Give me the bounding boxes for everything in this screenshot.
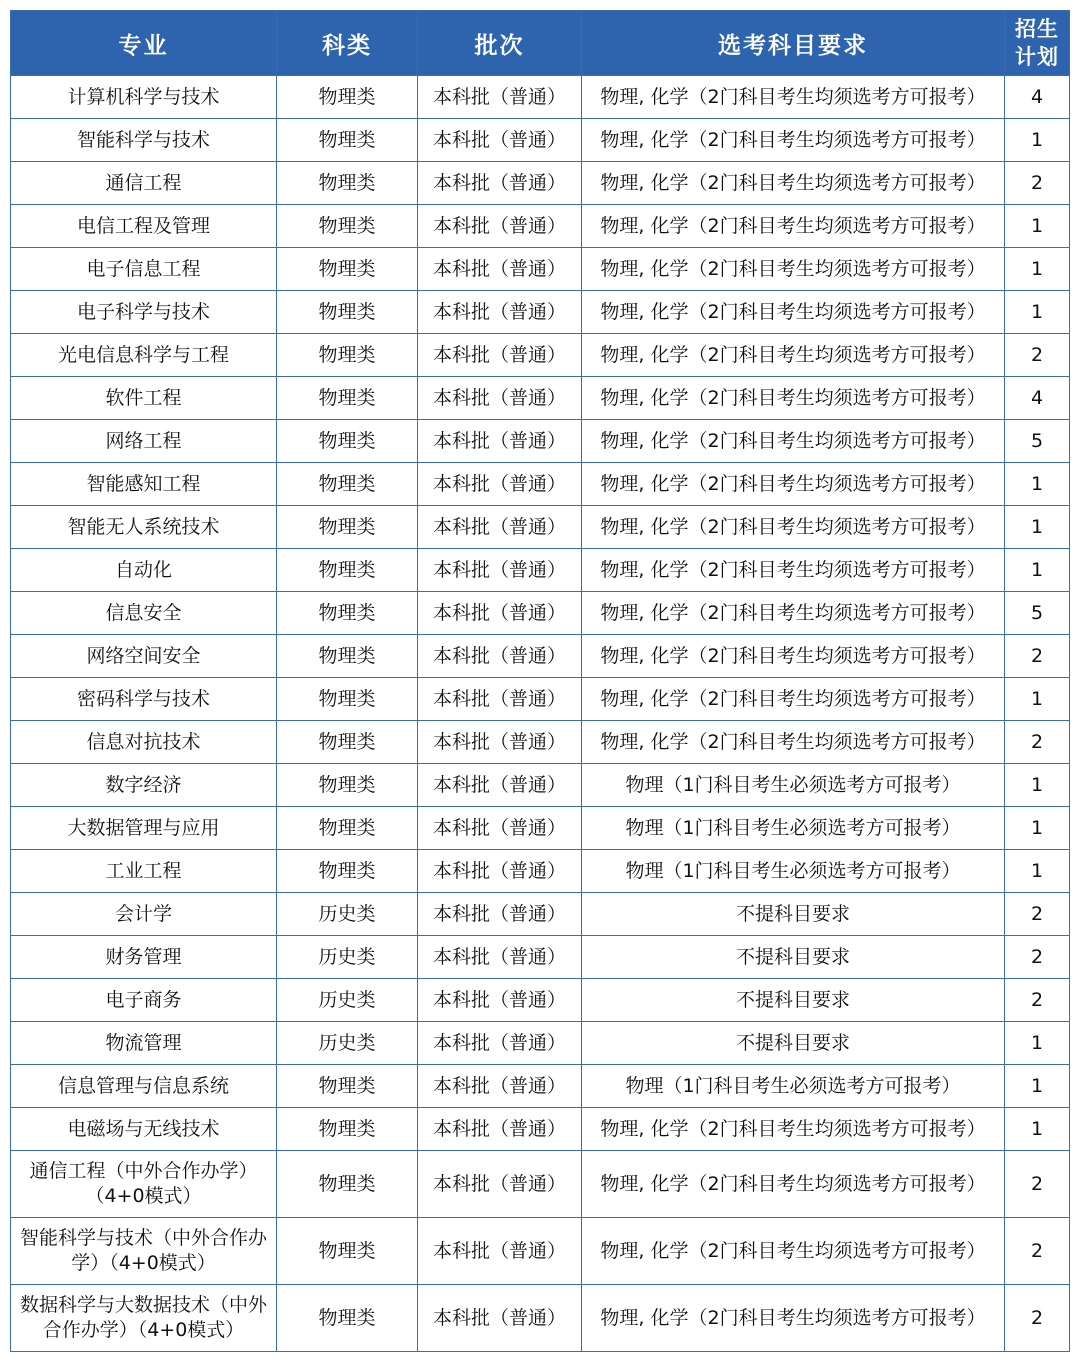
cell-category: 物理类 <box>277 420 418 463</box>
cell-subjects: 物理, 化学（2门科目考生均须选考方可报考） <box>582 592 1005 635</box>
cell-category: 物理类 <box>277 1218 418 1285</box>
cell-subjects: 物理, 化学（2门科目考生均须选考方可报考） <box>582 248 1005 291</box>
cell-batch: 本科批（普通） <box>418 334 582 377</box>
cell-major: 数字经济 <box>11 764 277 807</box>
cell-subjects: 物理, 化学（2门科目考生均须选考方可报考） <box>582 119 1005 162</box>
cell-major: 大数据管理与应用 <box>11 807 277 850</box>
cell-batch: 本科批（普通） <box>418 721 582 764</box>
cell-batch: 本科批（普通） <box>418 1218 582 1285</box>
cell-batch: 本科批（普通） <box>418 549 582 592</box>
cell-major: 自动化 <box>11 549 277 592</box>
cell-plan: 1 <box>1005 850 1070 893</box>
cell-category: 物理类 <box>277 506 418 549</box>
cell-plan: 2 <box>1005 893 1070 936</box>
cell-plan: 2 <box>1005 635 1070 678</box>
cell-category: 物理类 <box>277 1285 418 1352</box>
cell-subjects: 物理, 化学（2门科目考生均须选考方可报考） <box>582 635 1005 678</box>
cell-major: 密码科学与技术 <box>11 678 277 721</box>
table-row <box>11 721 1070 764</box>
table-row <box>11 1065 1070 1108</box>
cell-plan: 1 <box>1005 506 1070 549</box>
cell-category: 物理类 <box>277 76 418 119</box>
cell-subjects: 物理（1门科目考生必须选考方可报考） <box>582 850 1005 893</box>
cell-plan: 2 <box>1005 334 1070 377</box>
cell-category: 物理类 <box>277 334 418 377</box>
cell-batch: 本科批（普通） <box>418 377 582 420</box>
table-row <box>11 936 1070 979</box>
table-row <box>11 592 1070 635</box>
cell-category: 物理类 <box>277 1151 418 1218</box>
cell-subjects: 物理, 化学（2门科目考生均须选考方可报考） <box>582 463 1005 506</box>
cell-major: 电子科学与技术 <box>11 291 277 334</box>
cell-plan: 4 <box>1005 76 1070 119</box>
cell-category: 物理类 <box>277 807 418 850</box>
cell-subjects: 物理, 化学（2门科目考生均须选考方可报考） <box>582 549 1005 592</box>
cell-plan: 1 <box>1005 205 1070 248</box>
cell-batch: 本科批（普通） <box>418 1022 582 1065</box>
cell-category: 物理类 <box>277 291 418 334</box>
cell-category: 物理类 <box>277 764 418 807</box>
table-row <box>11 1151 1070 1218</box>
cell-batch: 本科批（普通） <box>418 635 582 678</box>
table-header-row <box>11 11 1070 76</box>
cell-category: 物理类 <box>277 119 418 162</box>
cell-plan: 1 <box>1005 248 1070 291</box>
cell-plan: 1 <box>1005 463 1070 506</box>
table-row <box>11 764 1070 807</box>
header-batch: 批次 <box>418 11 582 76</box>
cell-subjects: 不提科目要求 <box>582 936 1005 979</box>
cell-plan: 4 <box>1005 377 1070 420</box>
cell-subjects: 物理, 化学（2门科目考生均须选考方可报考） <box>582 291 1005 334</box>
cell-plan: 1 <box>1005 678 1070 721</box>
cell-subjects: 物理, 化学（2门科目考生均须选考方可报考） <box>582 205 1005 248</box>
table-row <box>11 893 1070 936</box>
cell-batch: 本科批（普通） <box>418 1108 582 1151</box>
cell-batch: 本科批（普通） <box>418 850 582 893</box>
cell-subjects: 物理, 化学（2门科目考生均须选考方可报考） <box>582 1218 1005 1285</box>
cell-batch: 本科批（普通） <box>418 1285 582 1352</box>
cell-major: 信息管理与信息系统 <box>11 1065 277 1108</box>
cell-major: 网络空间安全 <box>11 635 277 678</box>
cell-batch: 本科批（普通） <box>418 764 582 807</box>
cell-batch: 本科批（普通） <box>418 592 582 635</box>
cell-category: 物理类 <box>277 678 418 721</box>
cell-subjects: 不提科目要求 <box>582 979 1005 1022</box>
cell-major: 通信工程 <box>11 162 277 205</box>
cell-plan: 1 <box>1005 807 1070 850</box>
cell-plan: 2 <box>1005 1151 1070 1218</box>
cell-subjects: 物理（1门科目考生必须选考方可报考） <box>582 764 1005 807</box>
cell-category: 历史类 <box>277 1022 418 1065</box>
table-row <box>11 807 1070 850</box>
table-row <box>11 377 1070 420</box>
table-row <box>11 1022 1070 1065</box>
cell-major: 物流管理 <box>11 1022 277 1065</box>
cell-plan: 2 <box>1005 1218 1070 1285</box>
table-body <box>11 76 1070 1352</box>
cell-major: 信息对抗技术 <box>11 721 277 764</box>
admission-plan-table-container <box>10 10 1069 1352</box>
table-row <box>11 635 1070 678</box>
cell-major: 智能无人系统技术 <box>11 506 277 549</box>
cell-batch: 本科批（普通） <box>418 420 582 463</box>
table-row <box>11 1285 1070 1352</box>
table-row <box>11 162 1070 205</box>
cell-plan: 2 <box>1005 721 1070 764</box>
table-row <box>11 979 1070 1022</box>
cell-subjects: 物理, 化学（2门科目考生均须选考方可报考） <box>582 76 1005 119</box>
cell-category: 历史类 <box>277 979 418 1022</box>
cell-major: 电信工程及管理 <box>11 205 277 248</box>
cell-subjects: 物理, 化学（2门科目考生均须选考方可报考） <box>582 1108 1005 1151</box>
cell-major: 电磁场与无线技术 <box>11 1108 277 1151</box>
header-major: 专业 <box>11 11 277 76</box>
table-row <box>11 463 1070 506</box>
cell-plan: 1 <box>1005 549 1070 592</box>
cell-category: 物理类 <box>277 162 418 205</box>
table-row <box>11 291 1070 334</box>
table-row <box>11 248 1070 291</box>
cell-plan: 5 <box>1005 420 1070 463</box>
cell-major: 财务管理 <box>11 936 277 979</box>
cell-major: 数据科学与大数据技术（中外合作办学）（4+0模式） <box>11 1285 277 1352</box>
cell-category: 物理类 <box>277 377 418 420</box>
cell-plan: 1 <box>1005 1065 1070 1108</box>
cell-plan: 2 <box>1005 1285 1070 1352</box>
cell-plan: 1 <box>1005 1108 1070 1151</box>
cell-subjects: 不提科目要求 <box>582 1022 1005 1065</box>
cell-batch: 本科批（普通） <box>418 76 582 119</box>
cell-major: 软件工程 <box>11 377 277 420</box>
cell-batch: 本科批（普通） <box>418 119 582 162</box>
cell-major: 通信工程（中外合作办学）（4+0模式） <box>11 1151 277 1218</box>
cell-plan: 1 <box>1005 119 1070 162</box>
cell-subjects: 物理（1门科目考生必须选考方可报考） <box>582 1065 1005 1108</box>
cell-category: 物理类 <box>277 463 418 506</box>
cell-plan: 1 <box>1005 764 1070 807</box>
cell-subjects: 物理, 化学（2门科目考生均须选考方可报考） <box>582 721 1005 764</box>
cell-subjects: 物理, 化学（2门科目考生均须选考方可报考） <box>582 678 1005 721</box>
cell-subjects: 物理, 化学（2门科目考生均须选考方可报考） <box>582 1151 1005 1218</box>
cell-category: 历史类 <box>277 936 418 979</box>
cell-plan: 2 <box>1005 162 1070 205</box>
cell-category: 物理类 <box>277 1108 418 1151</box>
cell-subjects: 物理, 化学（2门科目考生均须选考方可报考） <box>582 1285 1005 1352</box>
cell-major: 网络工程 <box>11 420 277 463</box>
cell-batch: 本科批（普通） <box>418 1065 582 1108</box>
cell-major: 光电信息科学与工程 <box>11 334 277 377</box>
cell-batch: 本科批（普通） <box>418 248 582 291</box>
header-plan: 招生计划 <box>1005 11 1070 76</box>
cell-major: 电子信息工程 <box>11 248 277 291</box>
cell-category: 物理类 <box>277 635 418 678</box>
table-row <box>11 850 1070 893</box>
cell-subjects: 物理, 化学（2门科目考生均须选考方可报考） <box>582 162 1005 205</box>
cell-category: 物理类 <box>277 205 418 248</box>
table-row <box>11 1108 1070 1151</box>
cell-category: 物理类 <box>277 549 418 592</box>
cell-batch: 本科批（普通） <box>418 162 582 205</box>
cell-batch: 本科批（普通） <box>418 463 582 506</box>
cell-batch: 本科批（普通） <box>418 678 582 721</box>
table-row <box>11 549 1070 592</box>
cell-category: 历史类 <box>277 893 418 936</box>
cell-subjects: 不提科目要求 <box>582 893 1005 936</box>
cell-category: 物理类 <box>277 592 418 635</box>
cell-batch: 本科批（普通） <box>418 506 582 549</box>
header-subjects: 选考科目要求 <box>582 11 1005 76</box>
cell-subjects: 物理, 化学（2门科目考生均须选考方可报考） <box>582 420 1005 463</box>
cell-plan: 2 <box>1005 936 1070 979</box>
cell-plan: 2 <box>1005 979 1070 1022</box>
cell-category: 物理类 <box>277 248 418 291</box>
cell-batch: 本科批（普通） <box>418 936 582 979</box>
cell-major: 电子商务 <box>11 979 277 1022</box>
table-row <box>11 506 1070 549</box>
table-row <box>11 119 1070 162</box>
cell-batch: 本科批（普通） <box>418 1151 582 1218</box>
cell-batch: 本科批（普通） <box>418 205 582 248</box>
cell-subjects: 物理, 化学（2门科目考生均须选考方可报考） <box>582 377 1005 420</box>
cell-subjects: 物理, 化学（2门科目考生均须选考方可报考） <box>582 334 1005 377</box>
table-row <box>11 205 1070 248</box>
cell-batch: 本科批（普通） <box>418 291 582 334</box>
cell-major: 信息安全 <box>11 592 277 635</box>
table-row <box>11 76 1070 119</box>
cell-major: 工业工程 <box>11 850 277 893</box>
table-row <box>11 334 1070 377</box>
cell-major: 会计学 <box>11 893 277 936</box>
cell-plan: 1 <box>1005 1022 1070 1065</box>
cell-subjects: 物理（1门科目考生必须选考方可报考） <box>582 807 1005 850</box>
cell-major: 智能科学与技术（中外合作办学）（4+0模式） <box>11 1218 277 1285</box>
table-row <box>11 1218 1070 1285</box>
cell-batch: 本科批（普通） <box>418 979 582 1022</box>
cell-plan: 5 <box>1005 592 1070 635</box>
table-row <box>11 420 1070 463</box>
cell-batch: 本科批（普通） <box>418 807 582 850</box>
cell-major: 智能科学与技术 <box>11 119 277 162</box>
cell-subjects: 物理, 化学（2门科目考生均须选考方可报考） <box>582 506 1005 549</box>
header-category: 科类 <box>277 11 418 76</box>
cell-major: 计算机科学与技术 <box>11 76 277 119</box>
cell-category: 物理类 <box>277 850 418 893</box>
cell-plan: 1 <box>1005 291 1070 334</box>
table-row <box>11 678 1070 721</box>
cell-category: 物理类 <box>277 1065 418 1108</box>
cell-batch: 本科批（普通） <box>418 893 582 936</box>
cell-category: 物理类 <box>277 721 418 764</box>
admission-plan-table <box>10 10 1070 1352</box>
cell-major: 智能感知工程 <box>11 463 277 506</box>
